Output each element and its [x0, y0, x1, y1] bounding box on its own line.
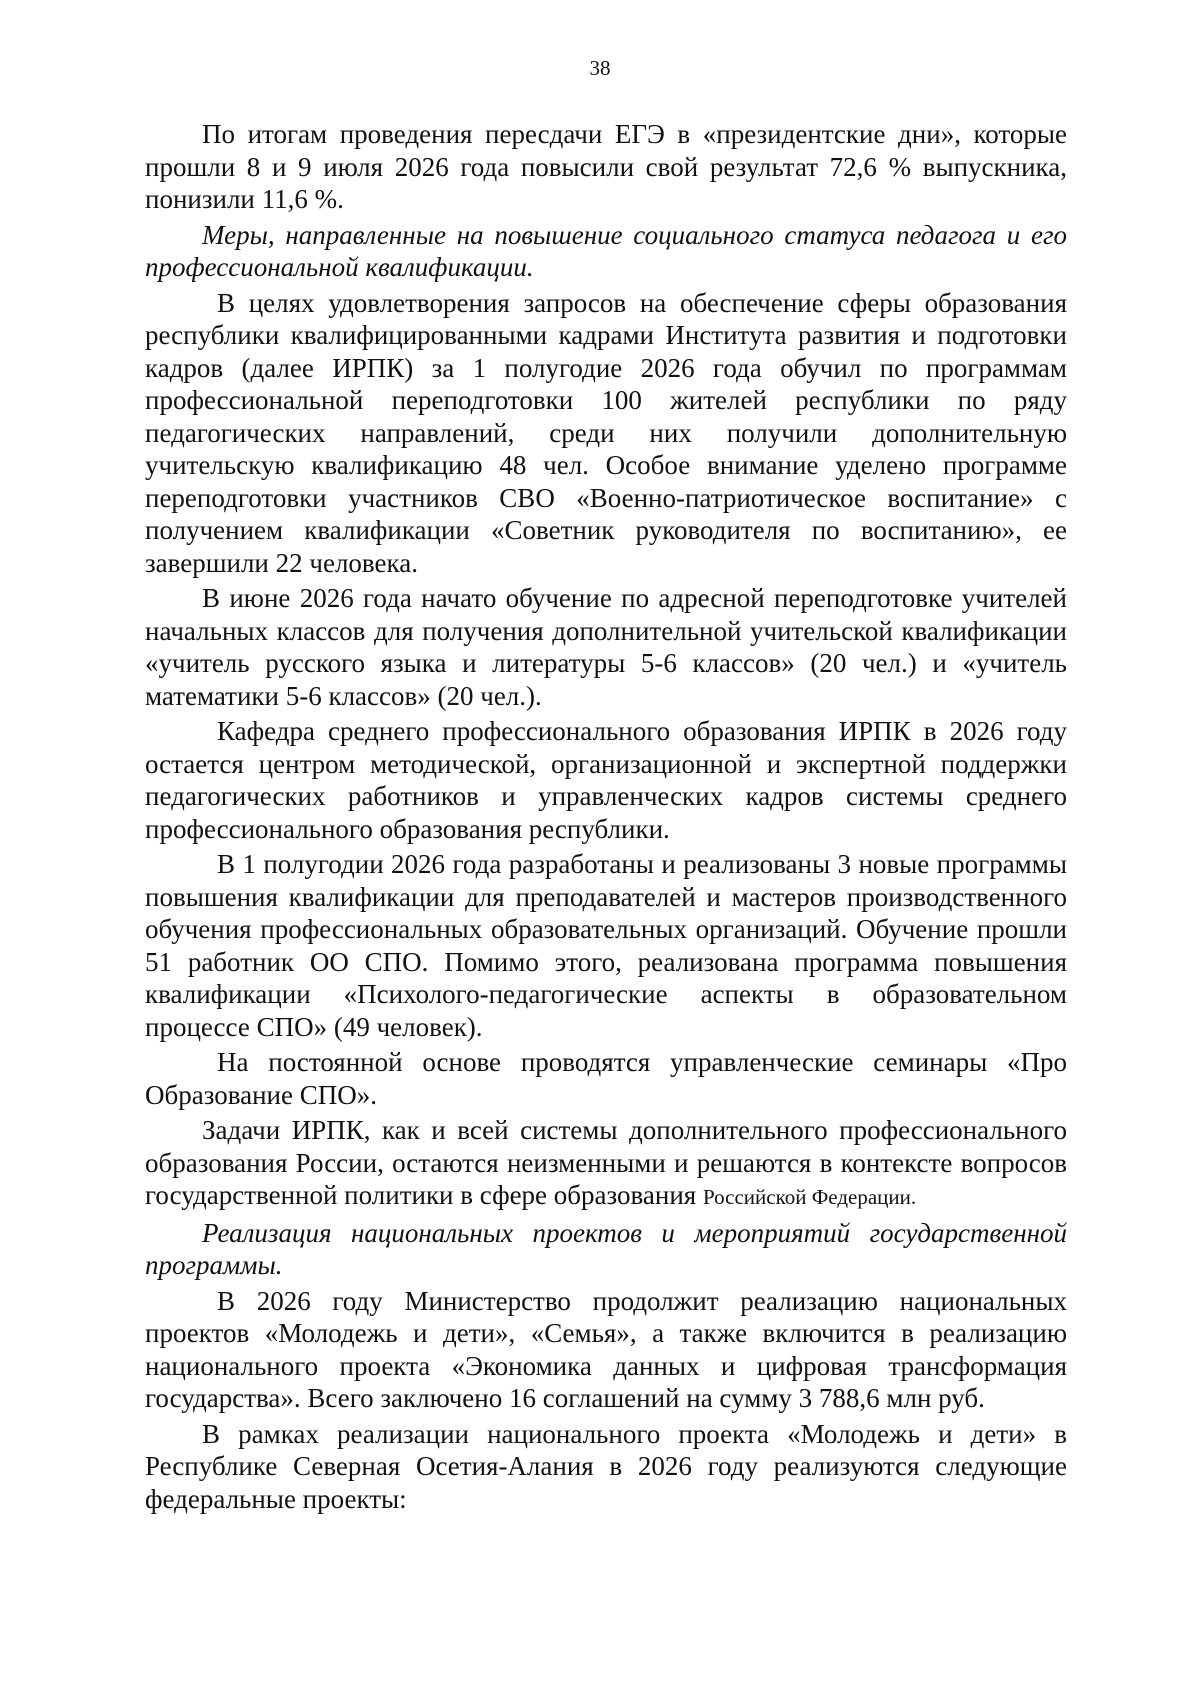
paragraph-irpk-tasks-tail: Российской Федерации.	[702, 1185, 917, 1209]
paragraph-spo-department: Кафедра среднего профессионального образования ИРПК в 2026 году остается центром методической, организационной и экспертной поддержки педагогических работников и управленческих кадров системы среднего профессионального образования республики.	[145, 716, 1067, 844]
paragraph-new-programs: В 1 полугодии 2026 года разработаны и реализованы 3 новые программы повышения квалификации для преподавателей и мастеров производственного обучения профессиональных образовательных организаций. Обучение прошли 51 работник ОО СПО. Помимо этого, реализована программа повышения квалификации «Психолого-педагогические аспекты в образовательном процессе СПО» (49 человек).	[145, 849, 1067, 1042]
page-number: 38	[589, 56, 611, 80]
section-heading-teacher-status: Меры, направленные на повышение социального статуса педагога и его профессиональной квалификации.	[145, 219, 1067, 282]
paragraph-federal-projects: В рамках реализации национального проекта «Молодежь и дети» в Республике Северная Осетия-Алания в 2026 году реализуются следующие федеральные проекты:	[145, 1418, 1067, 1514]
section-heading-national-projects: Реализация национальных проектов и мероприятий государственной программы.	[145, 1217, 1067, 1280]
paragraph-irpk-retraining: В целях удовлетворения запросов на обеспечение сферы образования республики квалифицированными кадрами Института развития и подготовки кадров (далее ИРПК) за 1 полугодие 2026 года обучил по программам профессиональной переподготовки 100 жителей республики по ряду педагогических направлений, среди них получили дополнительную учительскую квалификацию 48 чел. Особое внимание уделено программе переподготовки участников СВО «Военно-патриотическое воспитание» с получением квалификации «Советник руководителя по воспитанию», ее завершили 22 человека.	[145, 287, 1067, 578]
document-body	[145, 118, 1067, 1518]
paragraph-irpk-tasks	[145, 1114, 1067, 1214]
paragraph-seminars: На постоянной основе проводятся управленческие семинары «Про Образование СПО».	[145, 1047, 1067, 1110]
paragraph-june-retraining: В июне 2026 года начато обучение по адресной переподготовке учителей начальных классов для получения дополнительной учительской квалификации «учитель русского языка и литературы 5-6 классов» (20 чел.) и «учитель математики 5-6 классов» (20 чел.).	[145, 583, 1067, 711]
paragraph-ministry-projects: В 2026 году Министерство продолжит реализацию национальных проектов «Молодежь и дети», «Семья», а также включится в реализацию национального проекта «Экономика данных и цифровая трансформация государства». Всего заключено 16 соглашений на сумму 3 788,6 млн руб.	[145, 1285, 1067, 1413]
paragraph-irpk-tasks-main: Задачи ИРПК, как и всей системы дополнительного профессионального образования России, остаются неизменными и решаются в контексте вопросов государственной политики в сфере образования	[145, 1115, 1067, 1210]
paragraph-ege-results: По итогам проведения пересдачи ЕГЭ в «президентские дни», которые прошли 8 и 9 июля 2026 года повысили свой результат 72,6 % выпускника, понизили 11,6 %.	[145, 119, 1067, 214]
